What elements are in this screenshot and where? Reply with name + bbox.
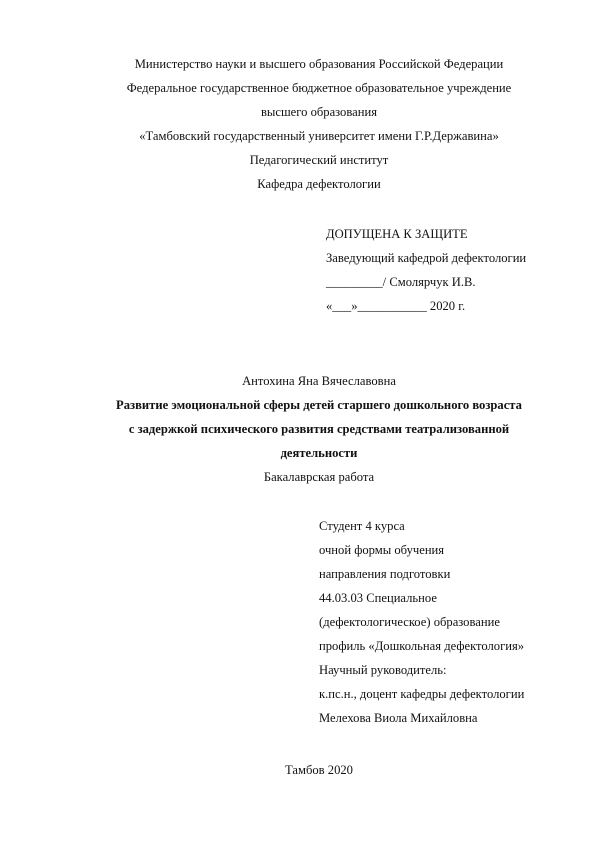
department-line: Кафедра дефектологии — [257, 177, 381, 191]
approval-date-line: «___»___________ 2020 г. — [326, 299, 466, 313]
author-name: Антохина Яна Вячеславовна — [242, 374, 396, 388]
supervisor-title: к.пс.н., доцент кафедры дефектологии — [319, 687, 525, 701]
program-code: 44.03.03 Специальное — [319, 591, 437, 605]
work-type: Бакалаврская работа — [263, 470, 375, 484]
university-name-line: «Тамбовский государственный университет имени Г.Р.Державина» — [139, 129, 499, 143]
program-name: (дефектологическое) образование — [319, 615, 500, 629]
study-form: очной формы обучения — [319, 543, 445, 557]
supervisor-name: Мелехова Виола Михайловна — [319, 711, 478, 725]
institute-line: Педагогический институт — [249, 153, 389, 167]
city-year: Тамбов 2020 — [285, 763, 353, 777]
education-level-line: высшего образования — [260, 105, 377, 119]
thesis-title-line: с задержкой психического развития средствами театрализованной — [128, 422, 510, 436]
thesis-title-line: Развитие эмоциональной сферы детей старшего дошкольного возраста — [116, 398, 522, 412]
supervisor-label: Научный руководитель: — [319, 663, 447, 677]
approval-signature-line: _________/ Смолярчук И.В. — [326, 275, 476, 289]
student-course: Студент 4 курса — [319, 519, 405, 533]
thesis-title-line: деятельности — [280, 446, 358, 460]
program-direction: направления подготовки — [319, 567, 451, 581]
program-profile: профиль «Дошкольная дефектология» — [319, 639, 525, 653]
institution-type-line: Федеральное государственное бюджетное образовательное учреждение — [126, 81, 512, 95]
approval-heading: ДОПУЩЕНА К ЗАЩИТЕ — [326, 227, 468, 241]
approval-head-of-department: Заведующий кафедрой дефектологии — [326, 251, 527, 265]
ministry-line: Министерство науки и высшего образования Российской Федерации — [134, 57, 504, 71]
